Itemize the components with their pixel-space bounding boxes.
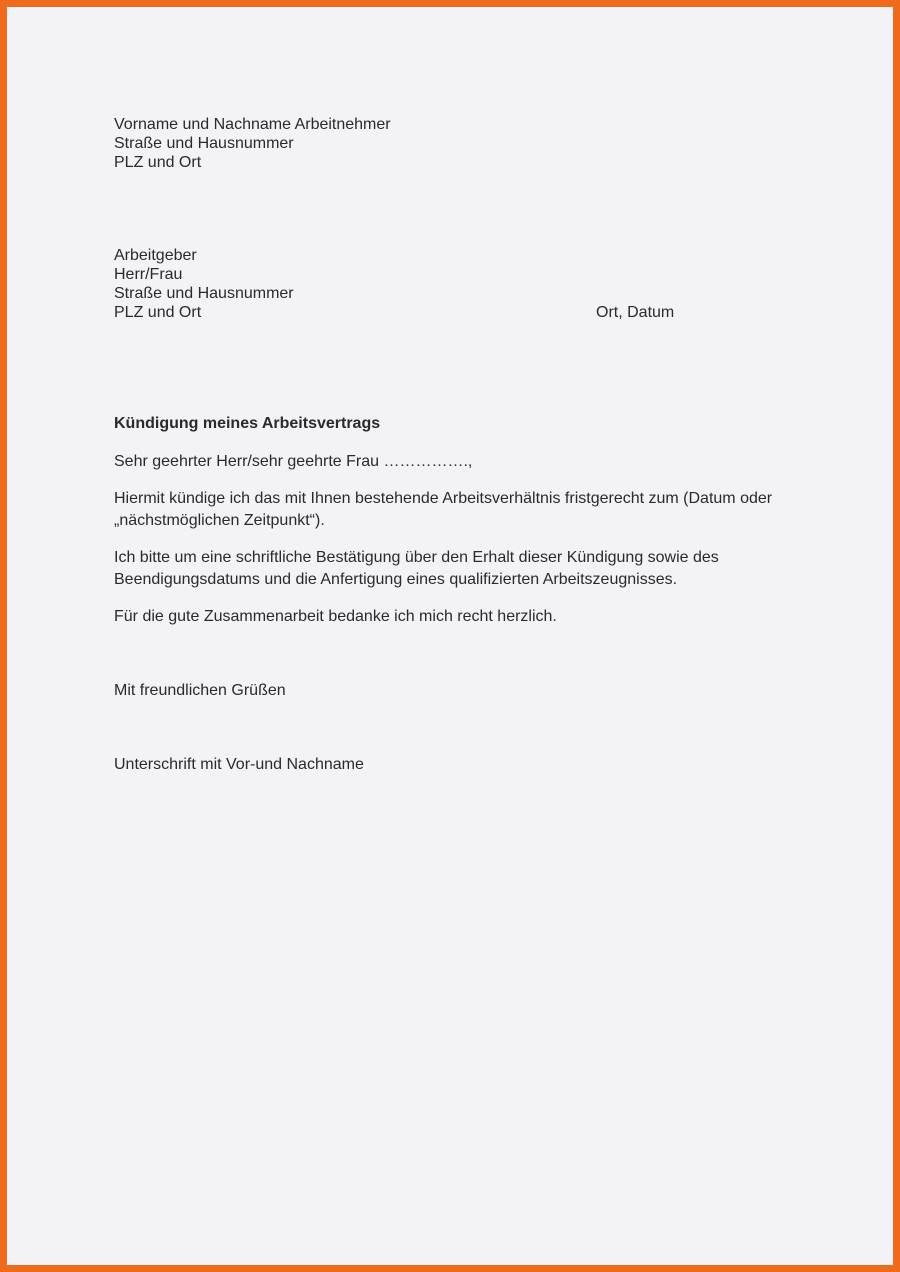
- paragraph-1-line-1: Hiermit kündige ich das mit Ihnen bestehende Arbeitsverhältnis fristgerecht zum (Datum oder: [114, 490, 773, 507]
- place-date: Ort, Datum: [596, 304, 675, 321]
- paragraph-3-line-1: Für die gute Zusammenarbeit bedanke ich mich recht herzlich.: [114, 608, 557, 625]
- sender-name: Vorname und Nachname Arbeitnehmer: [114, 116, 391, 133]
- greeting: Sehr geehrter Herr/sehr geehrte Frau …………….,: [114, 453, 473, 470]
- recipient-city: PLZ und Ort: [114, 304, 202, 321]
- sender-city: PLZ und Ort: [114, 154, 202, 171]
- paragraph-2-line-2: Beendigungsdatums und die Anfertigung eines qualifizierten Arbeitszeugnisses.: [114, 571, 678, 588]
- sender-street: Straße und Hausnummer: [114, 135, 294, 152]
- paragraph-1-line-2: „nächstmöglichen Zeitpunkt“).: [114, 512, 325, 529]
- letter-page: [14, 14, 900, 1272]
- closing: Mit freundlichen Grüßen: [114, 682, 286, 699]
- recipient-salutation: Herr/Frau: [114, 266, 183, 283]
- subject-line: Kündigung meines Arbeitsvertrags: [114, 415, 381, 432]
- signature-line: Unterschrift mit Vor-und Nachname: [114, 756, 364, 773]
- recipient-label: Arbeitgeber: [114, 247, 197, 264]
- paragraph-2-line-1: Ich bitte um eine schriftliche Bestätigung über den Erhalt dieser Kündigung sowie des: [114, 549, 719, 566]
- recipient-street: Straße und Hausnummer: [114, 285, 294, 302]
